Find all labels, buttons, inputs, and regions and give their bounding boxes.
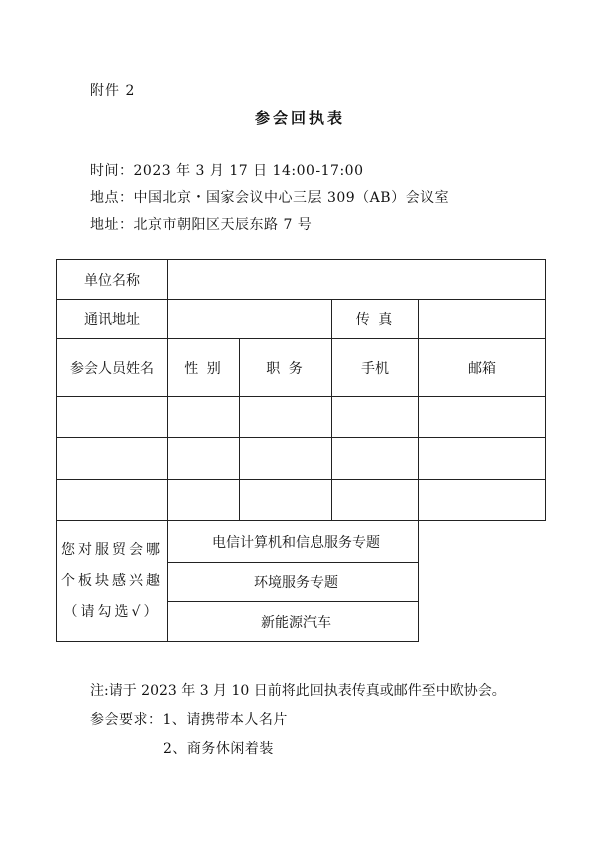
attendee-position-cell[interactable] xyxy=(240,438,332,480)
interest-option-environment[interactable]: 环境服务专题 xyxy=(168,563,419,602)
attendee-position-cell[interactable] xyxy=(240,397,332,438)
footer-note: 注:请于 2023 年 3 月 10 日前将此回执表传真或邮件至中欧协会。 xyxy=(90,683,506,699)
event-location: 地点：中国北京・国家会议中心三层 309（AB）会议室 xyxy=(90,190,450,206)
attendee-row xyxy=(57,480,546,521)
attendee-position-cell[interactable] xyxy=(240,480,332,521)
page-title: 参会回执表 xyxy=(254,109,345,127)
interest-option-telecom[interactable]: 电信计算机和信息服务专题 xyxy=(168,521,419,563)
col-header-name: 参会人员姓名 xyxy=(57,339,168,397)
attendee-name-cell[interactable] xyxy=(57,480,168,521)
attendee-phone-cell[interactable] xyxy=(332,438,419,480)
address-label: 通讯地址 xyxy=(57,300,168,339)
attendee-email-cell[interactable] xyxy=(419,438,546,480)
org-name-field[interactable] xyxy=(168,260,546,300)
interest-row xyxy=(57,521,546,563)
event-address: 地址：北京市朝阳区天辰东路 7 号 xyxy=(90,217,313,233)
col-header-gender: 性 别 xyxy=(168,339,240,397)
col-header-email: 邮箱 xyxy=(419,339,546,397)
attendee-phone-cell[interactable] xyxy=(332,480,419,521)
org-row xyxy=(57,260,546,300)
col-header-position: 职 务 xyxy=(240,339,332,397)
attendee-gender-cell[interactable] xyxy=(168,438,240,480)
address-field[interactable] xyxy=(168,300,332,339)
col-header-phone: 手机 xyxy=(332,339,419,397)
fax-field[interactable] xyxy=(419,300,546,339)
event-time: 时间：2023 年 3 月 17 日 14:00-17:00 xyxy=(90,163,364,179)
attendee-gender-cell[interactable] xyxy=(168,480,240,521)
attendee-row xyxy=(57,397,546,438)
attendee-name-cell[interactable] xyxy=(57,438,168,480)
org-name-label: 单位名称 xyxy=(57,260,168,300)
interest-question-label: 您对服贸会哪个板块感兴趣（请勾选√） xyxy=(57,521,168,642)
blank-cell xyxy=(419,563,546,602)
attachment-label: 附件 2 xyxy=(90,83,136,99)
requirement-2: 2、商务休闲着装 xyxy=(163,741,274,757)
attendee-row xyxy=(57,438,546,480)
attendee-email-cell[interactable] xyxy=(419,397,546,438)
table-header-row xyxy=(57,339,546,397)
blank-cell xyxy=(419,521,546,563)
attendee-gender-cell[interactable] xyxy=(168,397,240,438)
attendee-name-cell[interactable] xyxy=(57,397,168,438)
attendee-email-cell[interactable] xyxy=(419,480,546,521)
address-row xyxy=(57,300,546,339)
requirement-1: 参会要求：1、请携带本人名片 xyxy=(90,712,288,728)
attendee-phone-cell[interactable] xyxy=(332,397,419,438)
registration-form-table xyxy=(56,259,546,642)
fax-label: 传 真 xyxy=(332,300,419,339)
interest-option-new-energy[interactable]: 新能源汽车 xyxy=(168,602,419,642)
blank-cell xyxy=(419,602,546,642)
